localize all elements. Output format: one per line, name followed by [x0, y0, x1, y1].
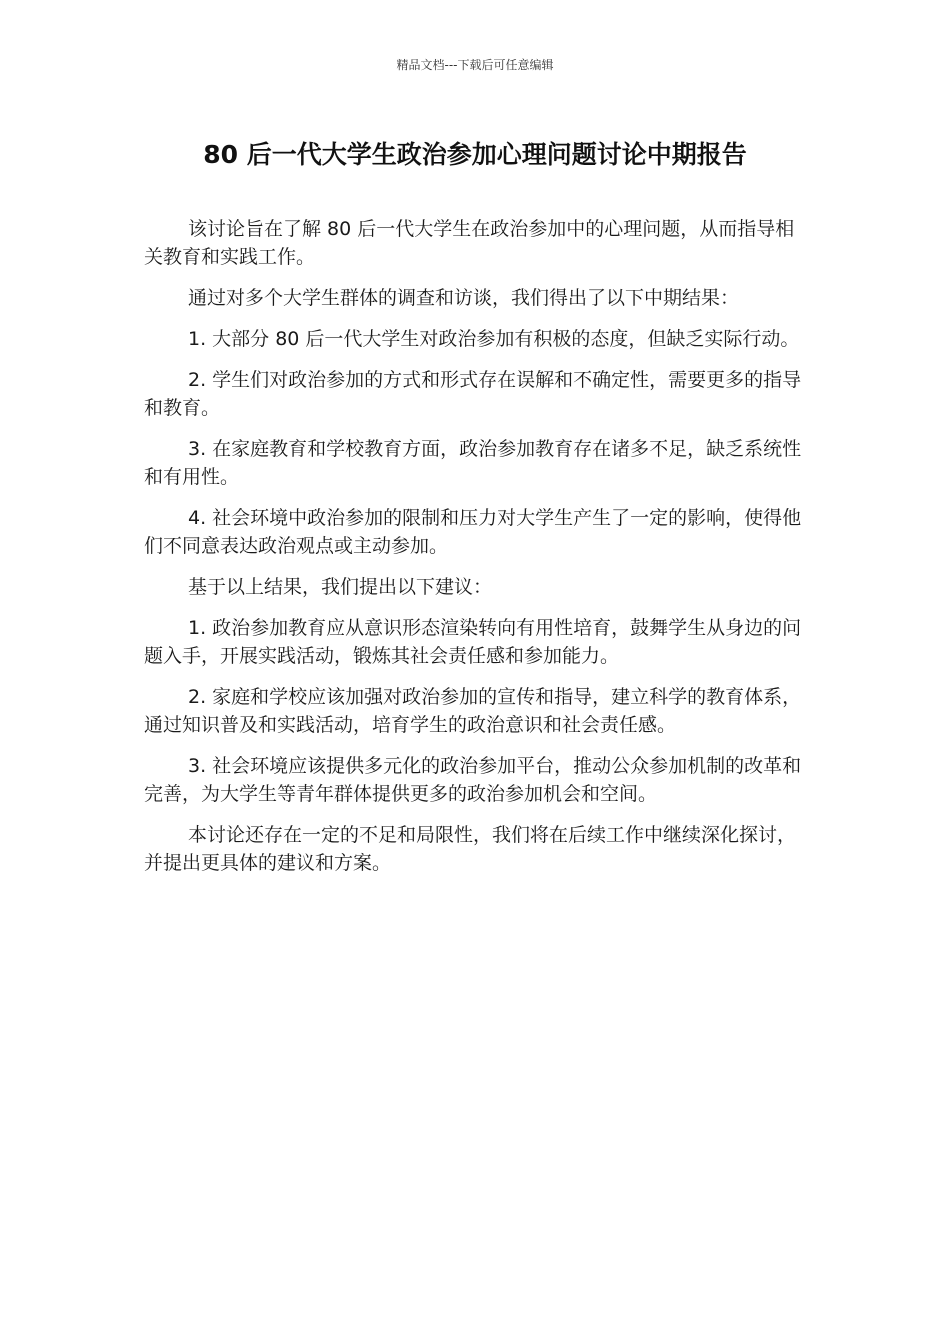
document-body — [144, 215, 808, 890]
paragraph-result-2: 2. 学生们对政治参加的方式和形式存在误解和不确定性，需要更多的指导和教育。 — [144, 369, 802, 419]
paragraph-results-intro: 通过对多个大学生群体的调查和访谈，我们得出了以下中期结果： — [188, 287, 740, 309]
paragraph-result-4: 4. 社会环境中政治参加的限制和压力对大学生产生了一定的影响，使得他们不同意表达政治观点或主动参加。 — [144, 507, 802, 557]
paragraph-suggestions-intro: 基于以上结果，我们提出以下建议： — [188, 576, 493, 598]
paragraph-conclusion: 本讨论还存在一定的不足和局限性，我们将在后续工作中继续深化探讨，并提出更具体的建议和方案。 — [144, 824, 797, 874]
paragraph-suggestion-2: 2. 家庭和学校应该加强对政治参加的宣传和指导，建立科学的教育体系，通过知识普及和实践活动，培育学生的政治意识和社会责任感。 — [144, 686, 802, 736]
paragraph-result-3: 3. 在家庭教育和学校教育方面，政治参加教育存在诸多不足，缺乏系统性和有用性。 — [144, 438, 802, 488]
header-note: 精品文档---下载后可任意编辑 — [396, 58, 554, 72]
paragraph-suggestion-3: 3. 社会环境应该提供多元化的政治参加平台，推动公众参加机制的改革和完善，为大学生等青年群体提供更多的政治参加机会和空间。 — [144, 755, 802, 805]
paragraph-result-1: 1. 大部分 80 后一代大学生对政治参加有积极的态度，但缺乏实际行动。 — [188, 328, 800, 350]
document-title: 80 后一代大学生政治参加心理问题讨论中期报告 — [203, 140, 747, 169]
paragraph-intro: 该讨论旨在了解 80 后一代大学生在政治参加中的心理问题，从而指导相关教育和实践工作。 — [144, 218, 795, 268]
paragraph-suggestion-1: 1. 政治参加教育应从意识形态渲染转向有用性培育，鼓舞学生从身边的问题入手，开展实践活动，锻炼其社会责任感和参加能力。 — [144, 617, 802, 667]
